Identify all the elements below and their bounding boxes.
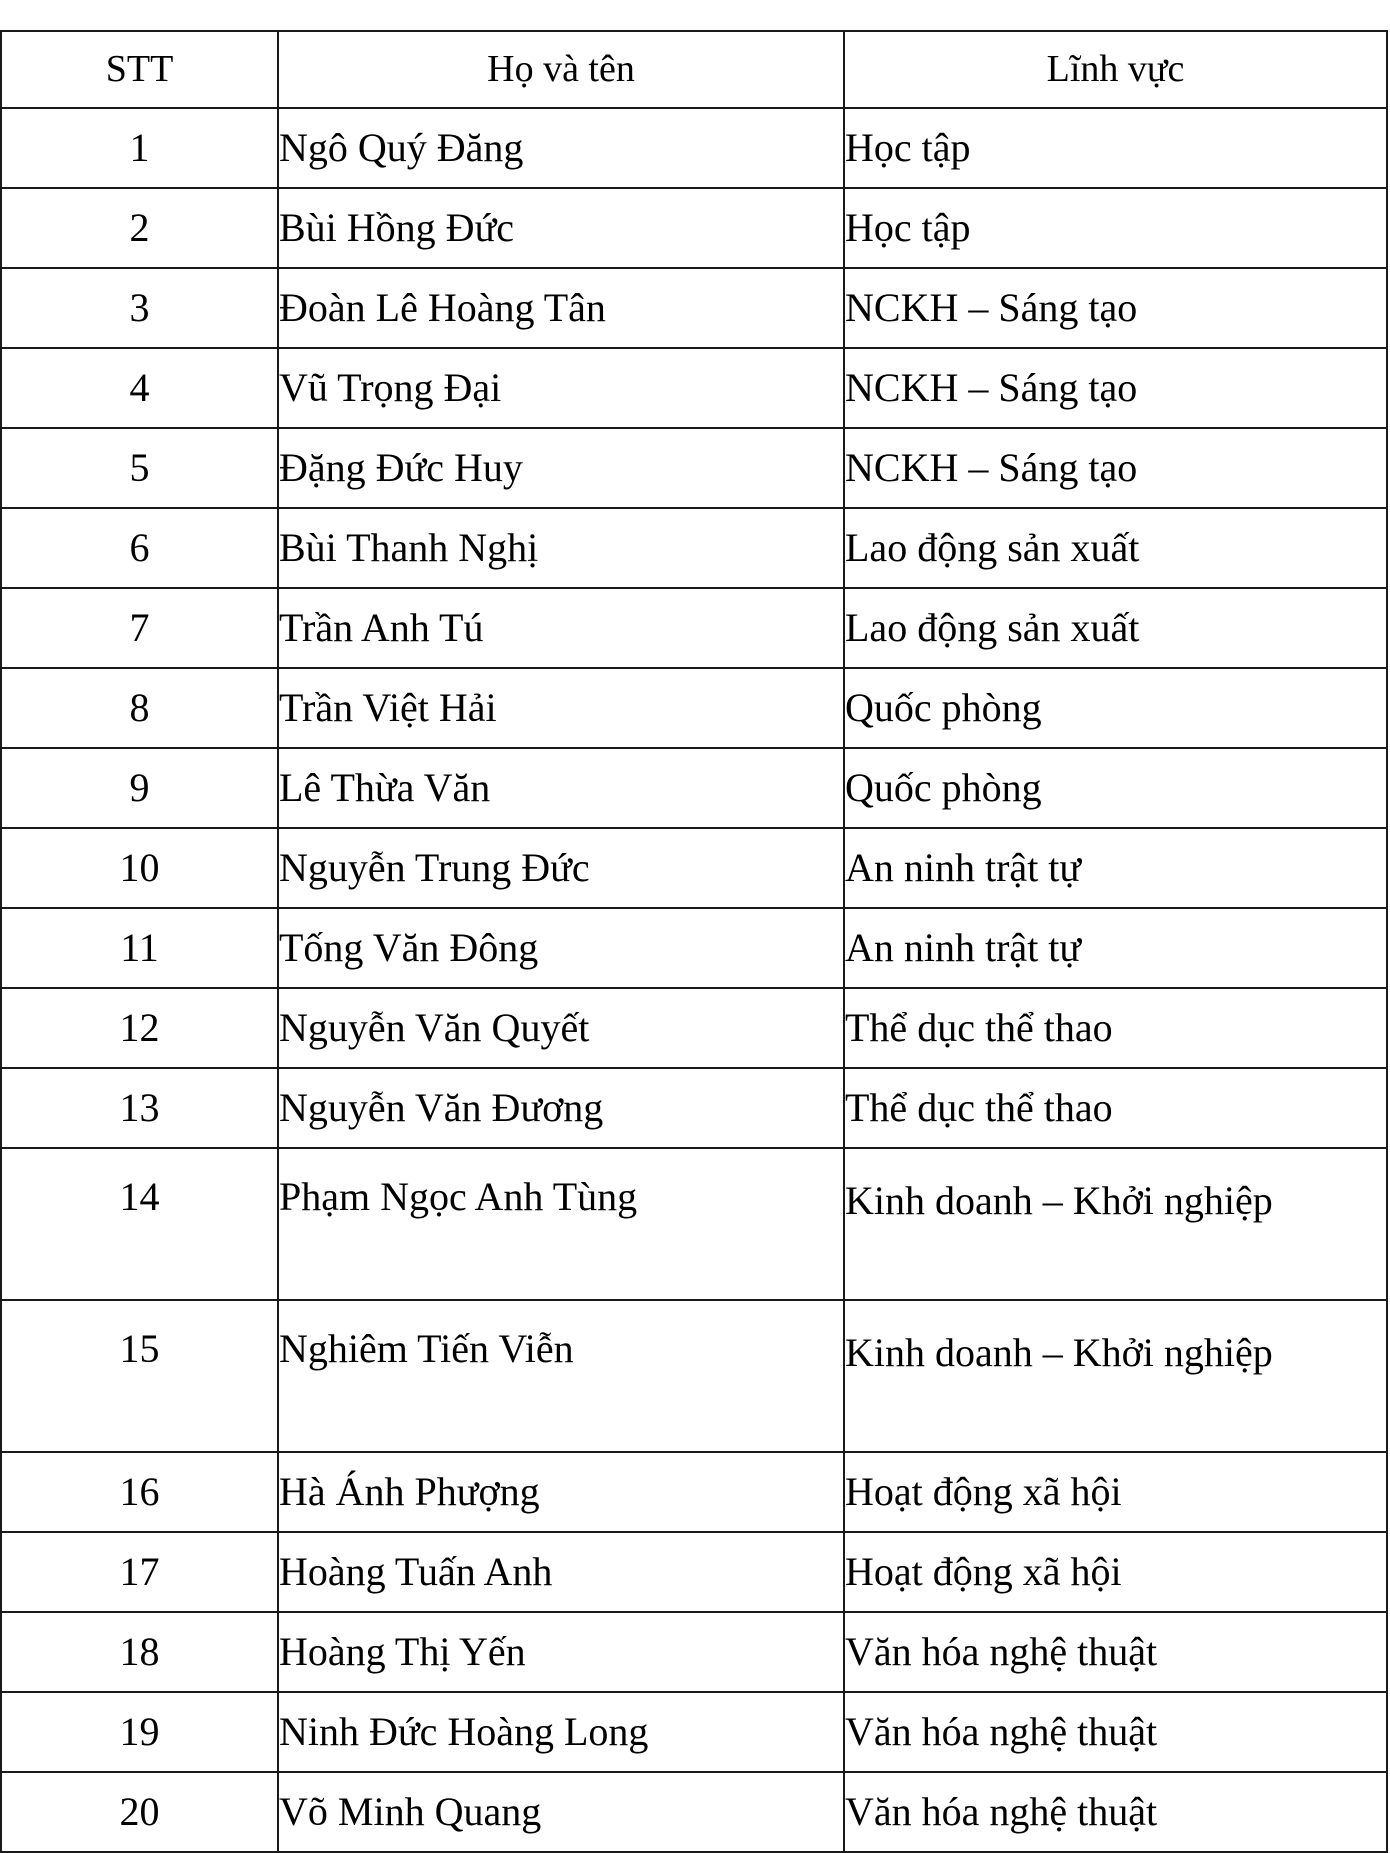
cell-name: Nguyễn Văn Đương [278,1068,844,1148]
table-row [1,1532,1387,1612]
table-row [1,108,1387,188]
cell-name: Lê Thừa Văn [278,748,844,828]
table-row [1,1452,1387,1532]
cell-stt: 7 [1,588,278,668]
cell-field: Học tập [844,108,1387,188]
cell-field: Thể dục thể thao [844,1068,1387,1148]
table-row [1,1612,1387,1692]
cell-field: Văn hóa nghệ thuật [844,1692,1387,1772]
cell-field: Lao động sản xuất [844,588,1387,668]
cell-stt: 18 [1,1612,278,1692]
cell-stt: 12 [1,988,278,1068]
table-row [1,748,1387,828]
table-row [1,908,1387,988]
cell-name: Bùi Thanh Nghị [278,508,844,588]
table-row [1,668,1387,748]
cell-name: Hoàng Thị Yến [278,1612,844,1692]
cell-stt: 16 [1,1452,278,1532]
cell-stt: 10 [1,828,278,908]
cell-stt: 6 [1,508,278,588]
cell-stt: 9 [1,748,278,828]
cell-name: Nguyễn Trung Đức [278,828,844,908]
cell-stt: 19 [1,1692,278,1772]
table-header-row [1,31,1387,108]
table-header [1,31,1387,108]
cell-stt: 1 [1,108,278,188]
cell-field: Học tập [844,188,1387,268]
cell-name: Bùi Hồng Đức [278,188,844,268]
cell-field: Kinh doanh – Khởi nghiệp [844,1148,1387,1300]
cell-field: An ninh trật tự [844,908,1387,988]
cell-field: Hoạt động xã hội [844,1532,1387,1612]
cell-stt: 8 [1,668,278,748]
table-row [1,508,1387,588]
cell-stt: 5 [1,428,278,508]
table-row [1,188,1387,268]
column-header-stt: STT [1,31,278,108]
cell-name: Hà Ánh Phượng [278,1452,844,1532]
cell-name: Ninh Đức Hoàng Long [278,1692,844,1772]
cell-stt: 14 [1,1148,278,1300]
cell-name: Đặng Đức Huy [278,428,844,508]
cell-name: Phạm Ngọc Anh Tùng [278,1148,844,1300]
table-row [1,1772,1387,1852]
cell-field: Văn hóa nghệ thuật [844,1772,1387,1852]
table-body [1,108,1387,1852]
cell-name: Ngô Quý Đăng [278,108,844,188]
cell-field: Lao động sản xuất [844,508,1387,588]
column-header-field: Lĩnh vực [844,31,1387,108]
cell-name: Nghiêm Tiến Viễn [278,1300,844,1452]
cell-name: Trần Anh Tú [278,588,844,668]
cell-name: Trần Việt Hải [278,668,844,748]
cell-stt: 4 [1,348,278,428]
cell-name: Nguyễn Văn Quyết [278,988,844,1068]
column-header-name: Họ và tên [278,31,844,108]
cell-field: Hoạt động xã hội [844,1452,1387,1532]
cell-name: Hoàng Tuấn Anh [278,1532,844,1612]
cell-name: Vũ Trọng Đại [278,348,844,428]
cell-stt: 13 [1,1068,278,1148]
cell-stt: 15 [1,1300,278,1452]
table-row [1,268,1387,348]
cell-field: An ninh trật tự [844,828,1387,908]
cell-name: Đoàn Lê Hoàng Tân [278,268,844,348]
cell-field: Quốc phòng [844,748,1387,828]
table-row [1,828,1387,908]
cell-stt: 11 [1,908,278,988]
table-row [1,348,1387,428]
table-row [1,1068,1387,1148]
cell-field: Kinh doanh – Khởi nghiệp [844,1300,1387,1452]
awards-table [0,30,1388,1853]
cell-field: Quốc phòng [844,668,1387,748]
cell-name: Võ Minh Quang [278,1772,844,1852]
cell-field: NCKH – Sáng tạo [844,428,1387,508]
table-row [1,428,1387,508]
cell-name: Tống Văn Đông [278,908,844,988]
cell-field: Thể dục thể thao [844,988,1387,1068]
table-row [1,1148,1387,1300]
cell-field: Văn hóa nghệ thuật [844,1612,1387,1692]
table-row [1,588,1387,668]
cell-field: NCKH – Sáng tạo [844,348,1387,428]
table-row [1,1692,1387,1772]
cell-stt: 2 [1,188,278,268]
cell-stt: 17 [1,1532,278,1612]
cell-stt: 20 [1,1772,278,1852]
table-row [1,1300,1387,1452]
table-row [1,988,1387,1068]
cell-field: NCKH – Sáng tạo [844,268,1387,348]
cell-stt: 3 [1,268,278,348]
